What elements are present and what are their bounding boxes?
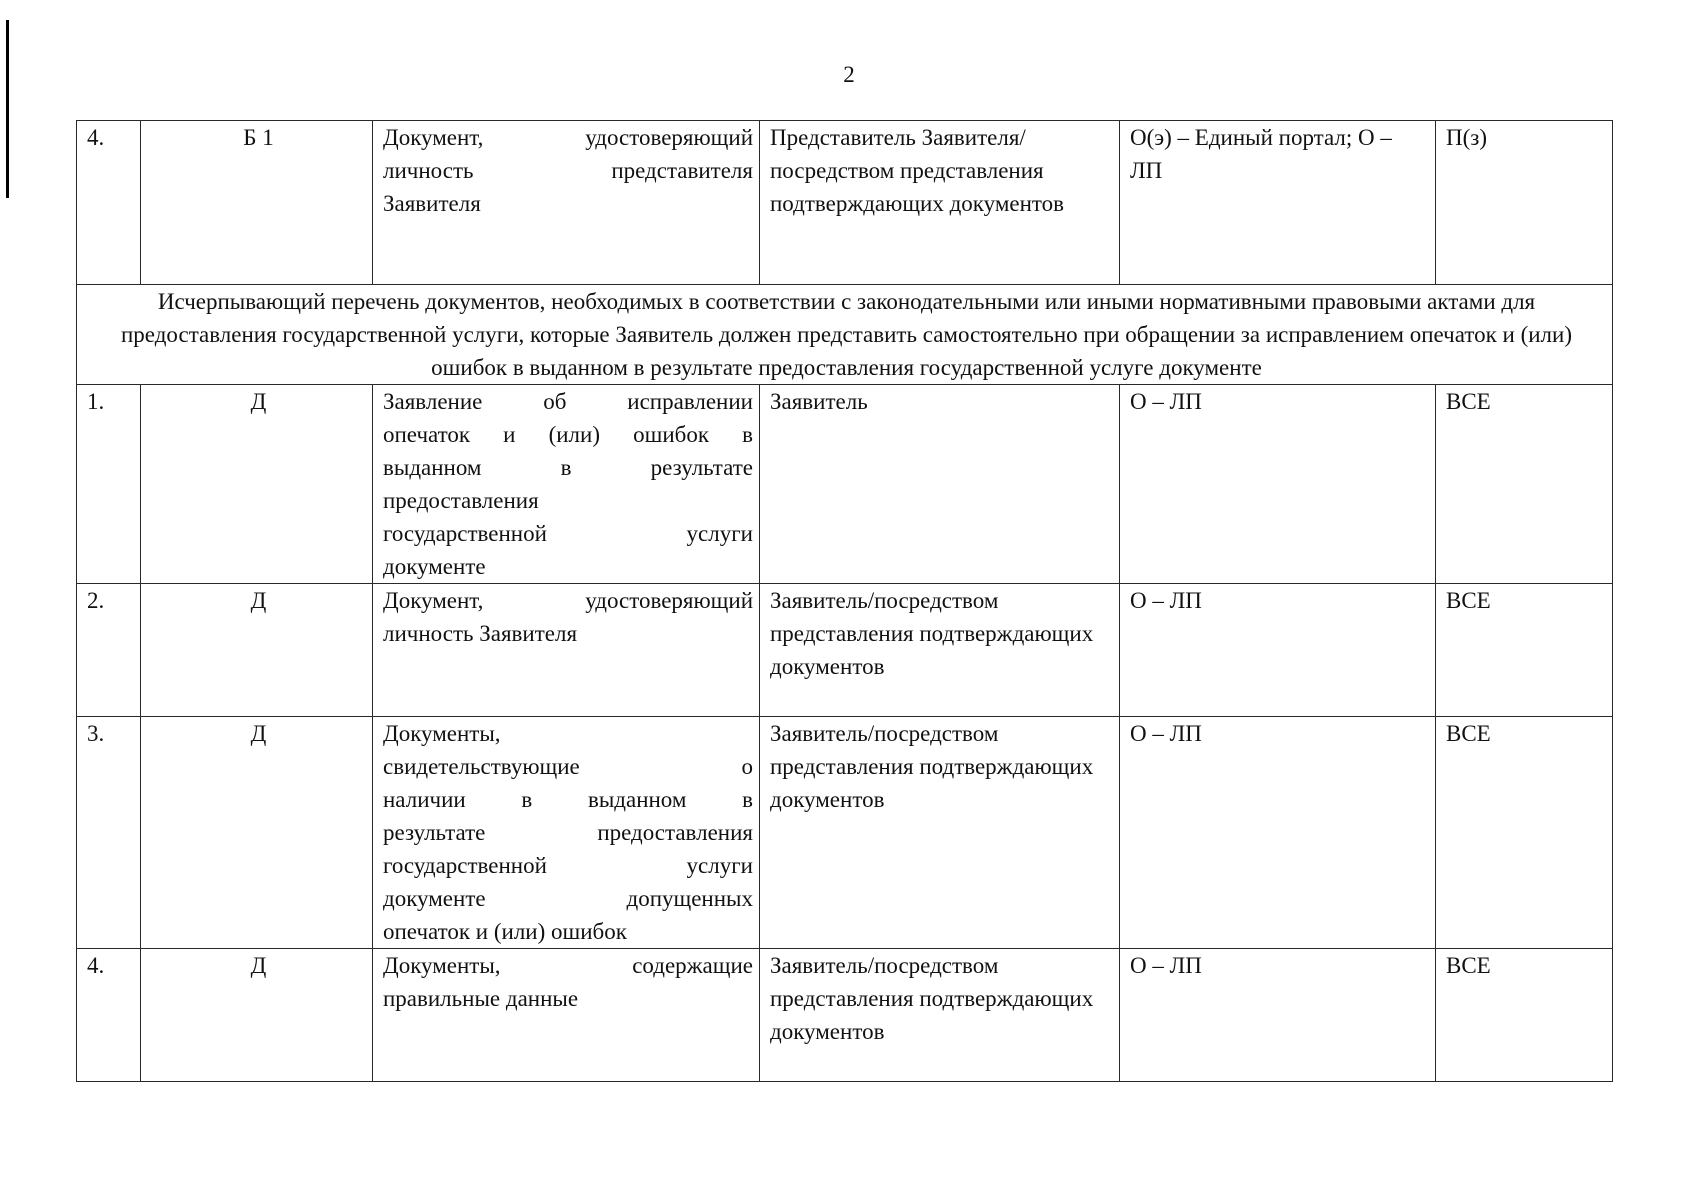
table-row <box>77 385 1613 584</box>
submitter: Заявитель/посредством представления подтверждающих документов <box>760 717 1120 949</box>
document-category-code: Д <box>141 385 373 584</box>
result-scope: П(з) <box>1436 121 1613 285</box>
submission-method: О – ЛП <box>1120 584 1436 717</box>
submission-method: О – ЛП <box>1120 949 1436 1082</box>
submitter: Заявитель/посредством представления подтверждающих документов <box>760 949 1120 1082</box>
document-name: Документ, удостоверяющий личность Заявителя <box>373 584 760 717</box>
margin-line <box>6 20 9 198</box>
table-row <box>77 717 1613 949</box>
table-row <box>77 584 1613 717</box>
row-number: 4. <box>77 121 141 285</box>
document-name: Документы, свидетельствующие о наличии в выданном в результате предоставления государственной услуги документе допущенных опечаток и (или) ошибок <box>373 717 760 949</box>
document-name: Документы, содержащие правильные данные <box>373 949 760 1082</box>
result-scope: ВСЕ <box>1436 385 1613 584</box>
submission-method: О – ЛП <box>1120 385 1436 584</box>
document-category-code: Д <box>141 949 373 1082</box>
submitter: Заявитель/посредством представления подтверждающих документов <box>760 584 1120 717</box>
submitter: Заявитель <box>760 385 1120 584</box>
submitter: Представитель Заявителя/посредством представления подтверждающих документов <box>760 121 1120 285</box>
section-header: Исчерпывающий перечень документов, необходимых в соответствии с законодательными или иными нормативными правовыми актами для предоставления государственной услуги, которые Заявитель должен представить самостоятельно при обращении за исправлением опечаток и (или) ошибок в выданном в результате предоставления государственной услуге документе <box>77 285 1613 385</box>
result-scope: ВСЕ <box>1436 584 1613 717</box>
document-category-code: Д <box>141 584 373 717</box>
documents-table <box>76 120 1613 1082</box>
submission-method: О(э) – Единый портал; О – ЛП <box>1120 121 1436 285</box>
page-number: 2 <box>843 62 855 87</box>
submission-method: О – ЛП <box>1120 717 1436 949</box>
section-header-row <box>77 285 1613 385</box>
table-row <box>77 121 1613 285</box>
document-name: Документ, удостоверяющий личность представителя Заявителя <box>373 121 760 285</box>
row-number: 1. <box>77 385 141 584</box>
document-name: Заявление об исправлении опечаток и (или) ошибок в выданном в результате предоставления государственной услуги документе <box>373 385 760 584</box>
row-number: 3. <box>77 717 141 949</box>
result-scope: ВСЕ <box>1436 949 1613 1082</box>
row-number: 2. <box>77 584 141 717</box>
result-scope: ВСЕ <box>1436 717 1613 949</box>
table-row <box>77 949 1613 1082</box>
row-number: 4. <box>77 949 141 1082</box>
document-category-code: Д <box>141 717 373 949</box>
document-category-code: Б 1 <box>141 121 373 285</box>
